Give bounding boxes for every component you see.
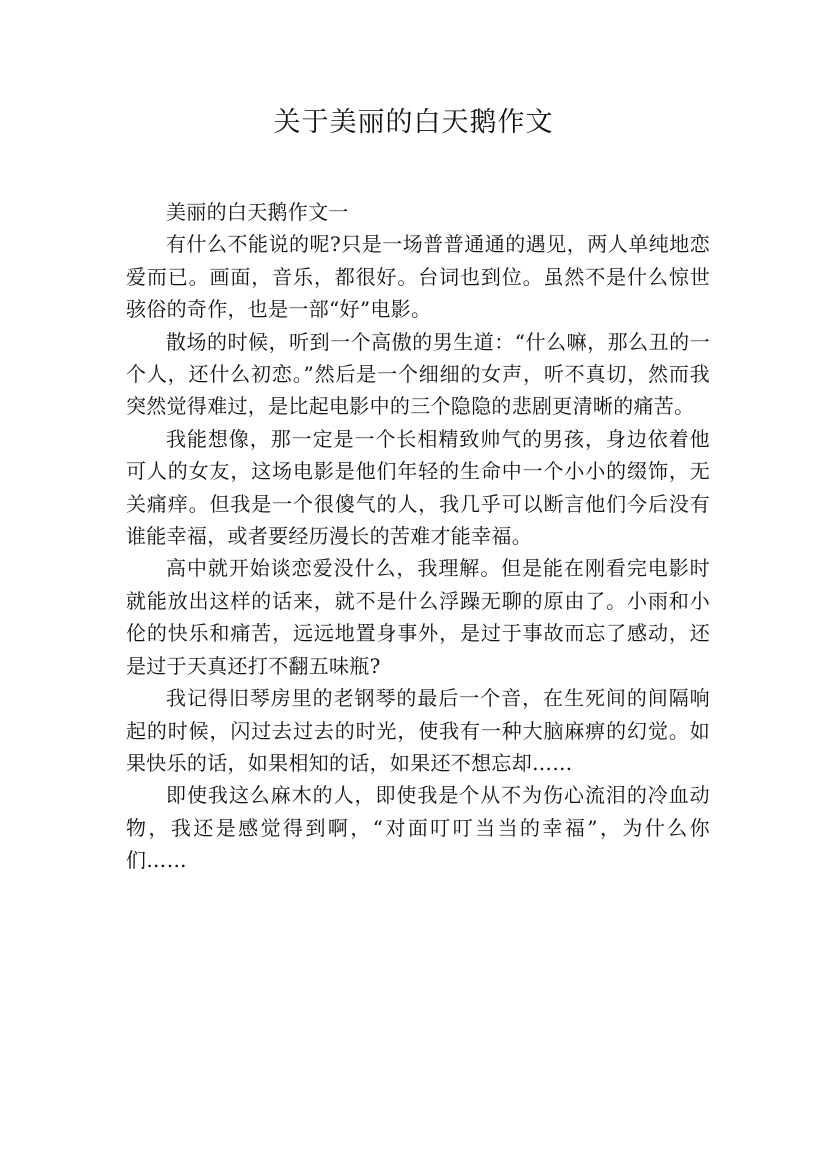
paragraph-6: 即使我这么麻木的人，即使我是个从不为伤心流泪的冷血动物，我还是感觉得到啊，“对面叮叮当当的幸福”，为什么你们……: [126, 783, 710, 873]
document-title: 关于美丽的白天鹅作文: [273, 107, 554, 138]
paragraph-1: 有什么不能说的呢?只是一场普普通通的遇见，两人单纯地恋爱而已。画面，音乐，都很好。台词也到位。虽然不是什么惊世骇俗的奇作，也是一部“好”电影。: [126, 232, 710, 322]
paragraph-2: 散场的时候，听到一个高傲的男生道：“什么嘛，那么丑的一个人，还什么初恋。”然后是一个细细的女声，听不真切，然而我突然觉得难过，是比起电影中的三个隐隐的悲剧更清晰的痛苦。: [126, 329, 710, 419]
paragraph-3: 我能想像，那一定是一个长相精致帅气的男孩，身边依着他可人的女友，这场电影是他们年轻的生命中一个小小的缀饰，无关痛痒。但我是一个很傻气的人，我几乎可以断言他们今后没有谁能幸福，或者要经历漫长的苦难才能幸福。: [126, 426, 710, 549]
paragraph-5: 我记得旧琴房里的老钢琴的最后一个音，在生死间的间隔响起的时候，闪过去过去的时光，使我有一种大脑麻痹的幻觉。如果快乐的话，如果相知的话，如果还不想忘却……: [126, 686, 710, 775]
section-heading: 美丽的白天鹅作文一: [166, 200, 349, 224]
paragraph-4: 高中就开始谈恋爱没什么，我理解。但是能在刚看完电影时就能放出这样的话来，就不是什么浮躁无聊的原由了。小雨和小伦的快乐和痛苦，远远地置身事外，是过于事故而忘了感动，还是过于天真还打不翻五味瓶?: [126, 556, 710, 678]
document-body: [126, 196, 710, 877]
